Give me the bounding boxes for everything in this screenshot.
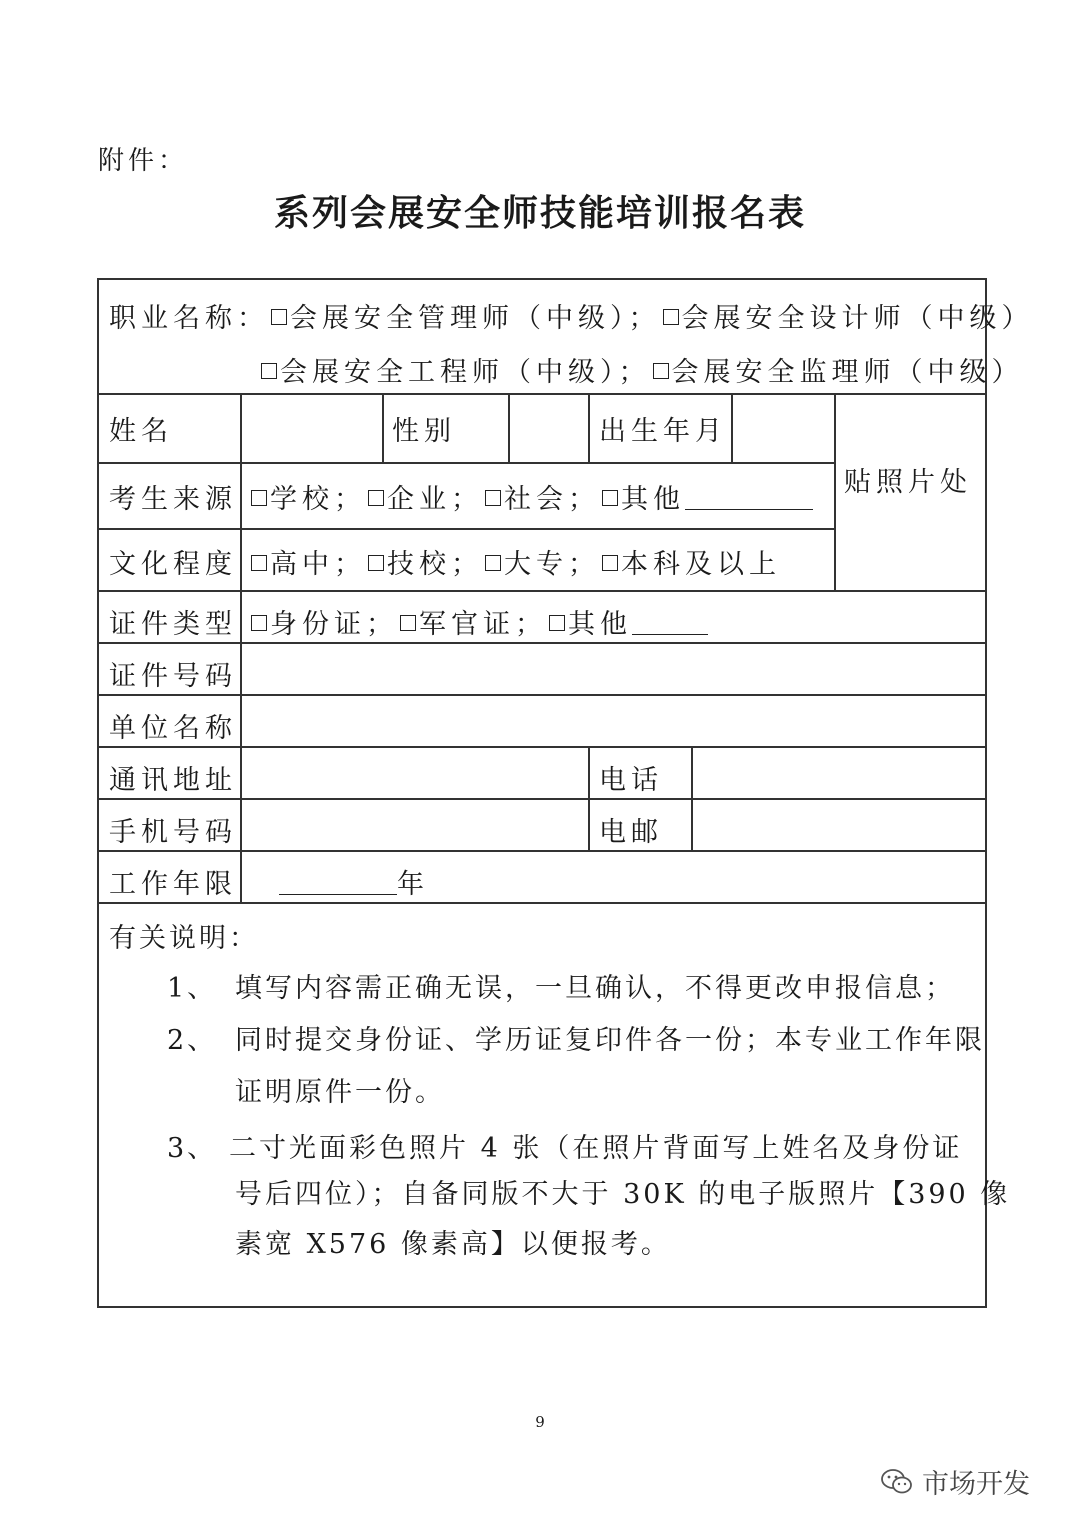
checkbox-id-card[interactable] (251, 615, 267, 631)
watermark (880, 1462, 1030, 1501)
checkbox-id-other[interactable] (549, 615, 565, 631)
page-number: 9 (535, 1413, 545, 1431)
occupation-option-2: 会展安全设计师（中级） (681, 303, 1034, 334)
occupation-row-2 (259, 350, 1024, 389)
address-label: 通讯地址 (109, 765, 237, 796)
id-other-blank[interactable] (632, 634, 708, 635)
education-label: 文化程度 (109, 549, 237, 580)
checkbox-source-society[interactable] (485, 490, 501, 506)
wechat-icon (880, 1467, 914, 1497)
checkbox-edu-college[interactable] (485, 555, 501, 571)
id-type-option: 其他 (568, 609, 632, 640)
education-option: 技校； (387, 549, 483, 580)
checkbox-source-other[interactable] (602, 490, 618, 506)
work-years-blank[interactable] (279, 894, 397, 895)
id-type-option: 身份证； (270, 609, 398, 640)
photo-label: 贴照片处 (844, 467, 972, 498)
checkbox-occupation-1[interactable] (271, 309, 287, 325)
note-1-line-1: 填写内容需正确无误，一旦确认，不得更改申报信息； (235, 973, 955, 1004)
watermark-text: 市场开发 (922, 1469, 1030, 1500)
education-option: 大专； (504, 549, 600, 580)
source-option: 其他 (621, 484, 685, 515)
source-option: 社会； (504, 484, 600, 515)
note-3-line-3: 素宽 X576 像素高】以便报考。 (235, 1229, 671, 1260)
phone-label: 电话 (599, 765, 663, 796)
checkbox-officer-card[interactable] (400, 615, 416, 631)
source-option: 企业； (387, 484, 483, 515)
source-option: 学校； (270, 484, 366, 515)
note-number-1: 1、 (167, 973, 218, 1004)
work-years-unit: 年 (397, 869, 429, 900)
gender-label: 性别 (392, 416, 456, 447)
source-label: 考生来源 (109, 484, 237, 515)
name-label: 姓名 (109, 416, 173, 447)
note-number-3: 3、 (167, 1133, 218, 1164)
note-3-line-1: 二寸光面彩色照片 4 张（在照片背面写上姓名及身份证 (229, 1133, 963, 1164)
id-type-option: 军官证； (419, 609, 547, 640)
id-type-options (249, 602, 708, 641)
note-2-line-2: 证明原件一份。 (235, 1077, 445, 1108)
education-option: 本科及以上 (621, 549, 781, 580)
occupation-option-3: 会展安全工程师（中级）； (280, 357, 651, 388)
email-label: 电邮 (599, 817, 663, 848)
occupation-label: 职业名称： (109, 303, 269, 334)
notes-heading: 有关说明： (109, 923, 259, 954)
checkbox-occupation-2[interactable] (663, 309, 679, 325)
id-type-label: 证件类型 (109, 609, 237, 640)
occupation-option-1: 会展安全管理师（中级）； (290, 303, 661, 334)
checkbox-occupation-4[interactable] (653, 363, 669, 379)
checkbox-edu-bachelor[interactable] (602, 555, 618, 571)
source-other-blank[interactable] (685, 509, 813, 510)
occupation-option-4: 会展安全监理师（中级） (671, 357, 1024, 388)
occupation-row (109, 296, 1034, 335)
id-number-label: 证件号码 (109, 661, 237, 692)
checkbox-occupation-3[interactable] (261, 363, 277, 379)
checkbox-edu-technical[interactable] (368, 555, 384, 571)
source-options (249, 477, 813, 516)
attachment-label: 附件： (98, 146, 189, 176)
registration-form (97, 278, 1034, 1308)
company-label: 单位名称 (109, 713, 237, 744)
note-number-2: 2、 (167, 1025, 218, 1056)
note-3-line-2: 号后四位）；自备同版不大于 30K 的电子版照片【390 像 (235, 1179, 1011, 1210)
education-options (249, 542, 781, 581)
mobile-label: 手机号码 (109, 817, 237, 848)
work-years-field (279, 862, 429, 901)
birth-label: 出生年月 (599, 416, 727, 447)
checkbox-source-company[interactable] (368, 490, 384, 506)
work-years-label: 工作年限 (109, 869, 237, 900)
note-2-line-1: 同时提交身份证、学历证复印件各一份；本专业工作年限 (235, 1025, 985, 1056)
form-title: 系列会展安全师技能培训报名表 (273, 193, 806, 234)
education-option: 高中； (270, 549, 366, 580)
checkbox-edu-highschool[interactable] (251, 555, 267, 571)
checkbox-source-school[interactable] (251, 490, 267, 506)
